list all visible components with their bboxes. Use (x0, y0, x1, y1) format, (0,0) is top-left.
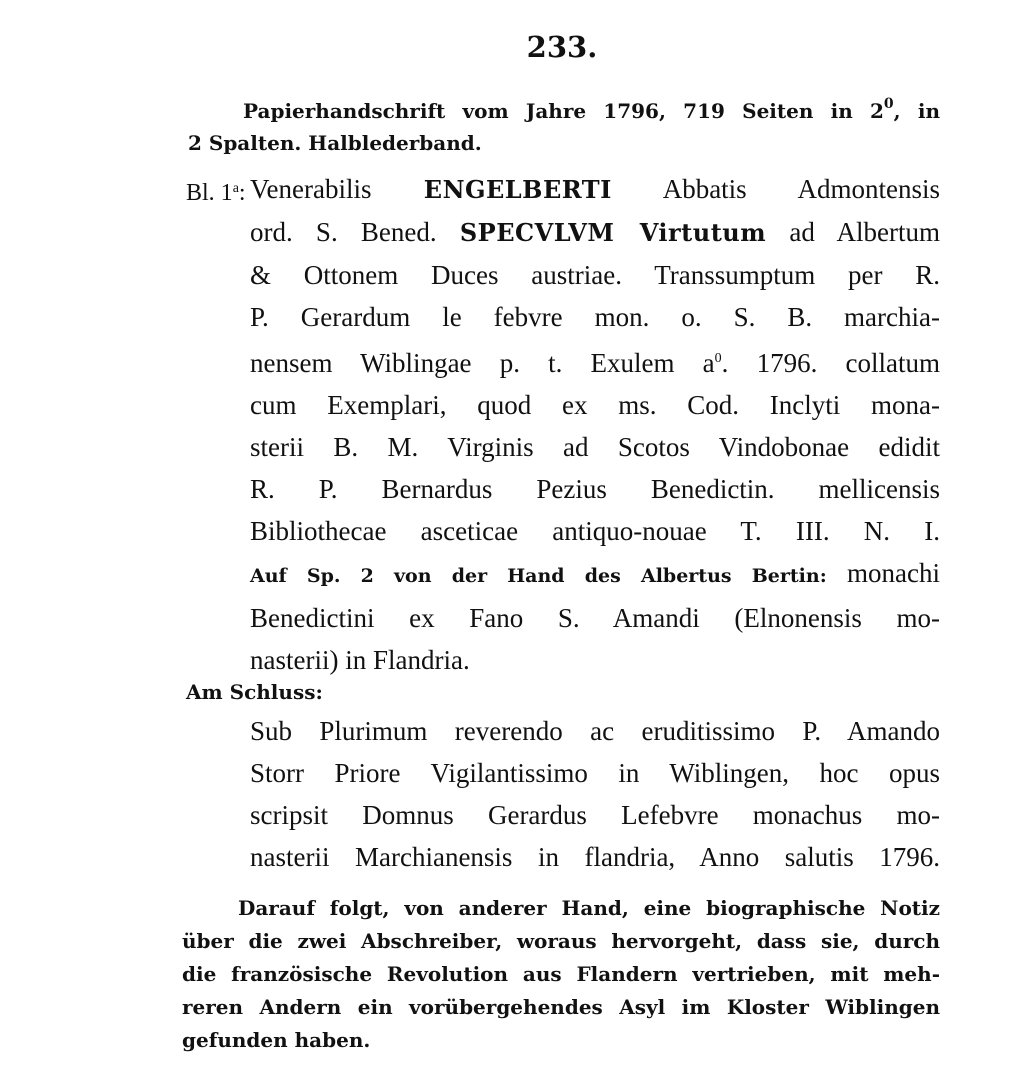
entry-line-3: & Ottonem Duces austriae. Transsumptum per R. (250, 260, 940, 290)
closing-line-2: Storr Priore Vigilantissimo in Wiblingen, hoc opus (250, 758, 940, 788)
intro-line-1 (188, 88, 940, 127)
entry-line-10 (250, 552, 940, 597)
entry-line-5-post: . 1796. collatum (721, 348, 940, 378)
entry-line-1 (250, 168, 940, 211)
manuscript-description (188, 88, 940, 159)
entry-line-9: Bibliothecae asceticae antiquo-nouae T. III. N. I. (250, 516, 940, 546)
closing-text (250, 710, 940, 878)
footer-line-2: über die zwei Abschreiber, woraus hervorgeht, dass sie, durch (182, 929, 940, 953)
entry-line-11: Benedictini ex Fano S. Amandi (Elnonensis mo- (250, 603, 940, 633)
closing-line-3: scripsit Domnus Gerardus Lefebvre monachus mo- (250, 800, 940, 830)
closing-line-1: Sub Plurimum reverendo ac eruditissimo P. Amando (250, 716, 940, 746)
entry-line-7: sterii B. M. Virginis ad Scotos Vindobonae edidit (250, 432, 940, 462)
folio-label-sup: a (232, 181, 239, 196)
entry-line-4: P. Gerardum le febvre mon. o. S. B. marchia- (250, 302, 940, 332)
entry-line-1-pre: Venerabilis (250, 174, 424, 204)
intro-line-2: 2 Spalten. Halblederband. (188, 131, 482, 155)
footer-line-5: gefunden haben. (182, 1028, 371, 1052)
footer-line-1: Darauf folgt, von anderer Hand, eine biographische Notiz (238, 896, 940, 920)
entry-line-8: R. P. Bernardus Pezius Benedictin. mellicensis (250, 474, 940, 504)
entry-line-5-pre: nensem Wiblingae p. t. Exulem a (250, 348, 715, 378)
closing-line-4: nasterii Marchianensis in flandria, Anno salutis 1796. (250, 842, 940, 872)
page-number: 233. (526, 30, 598, 64)
folio-label-colon: : (238, 180, 246, 206)
entry-line-6: cum Exemplari, quod ex ms. Cod. Inclyti mona- (250, 390, 940, 420)
closing-label: Am Schluss: (186, 680, 323, 704)
entry-line-10-post: monachi (826, 558, 940, 588)
entry-work-title: SPECVLVM Virtutum (459, 218, 767, 247)
folio-label (186, 168, 246, 214)
entry-line-12: nasterii) in Flandria. (250, 645, 470, 675)
intro-format-sup: 0 (883, 96, 894, 112)
entry-line-2-post: ad Albertum (766, 217, 941, 247)
entry-author-name: ENGELBERTI (423, 175, 612, 204)
folio-label-text: Bl. 1 (186, 180, 233, 206)
entry-line-2-pre: ord. S. Bened. (250, 217, 460, 247)
intro-line-1-text: Papierhandschrift vom Jahre 1796, 719 Seiten in 2 (243, 99, 884, 123)
entry-line-2 (250, 211, 940, 254)
entry-line-1-post: Abbatis Admontensis (611, 174, 941, 204)
footer-line-4: reren Andern ein vorübergehendes Asyl im Kloster Wiblingen (182, 995, 940, 1019)
intro-line-1-end: , in (893, 99, 940, 123)
entry-line-5 (250, 338, 940, 384)
footer-paragraph (182, 892, 940, 1057)
folio-text (250, 168, 940, 681)
entry-line-5-sup: 0 (714, 351, 722, 366)
footer-line-3: die französische Revolution aus Flandern vertrieben, mit meh- (182, 962, 940, 986)
entry-hand-note: Auf Sp. 2 von der Hand des Albertus Bertin: (250, 565, 827, 587)
